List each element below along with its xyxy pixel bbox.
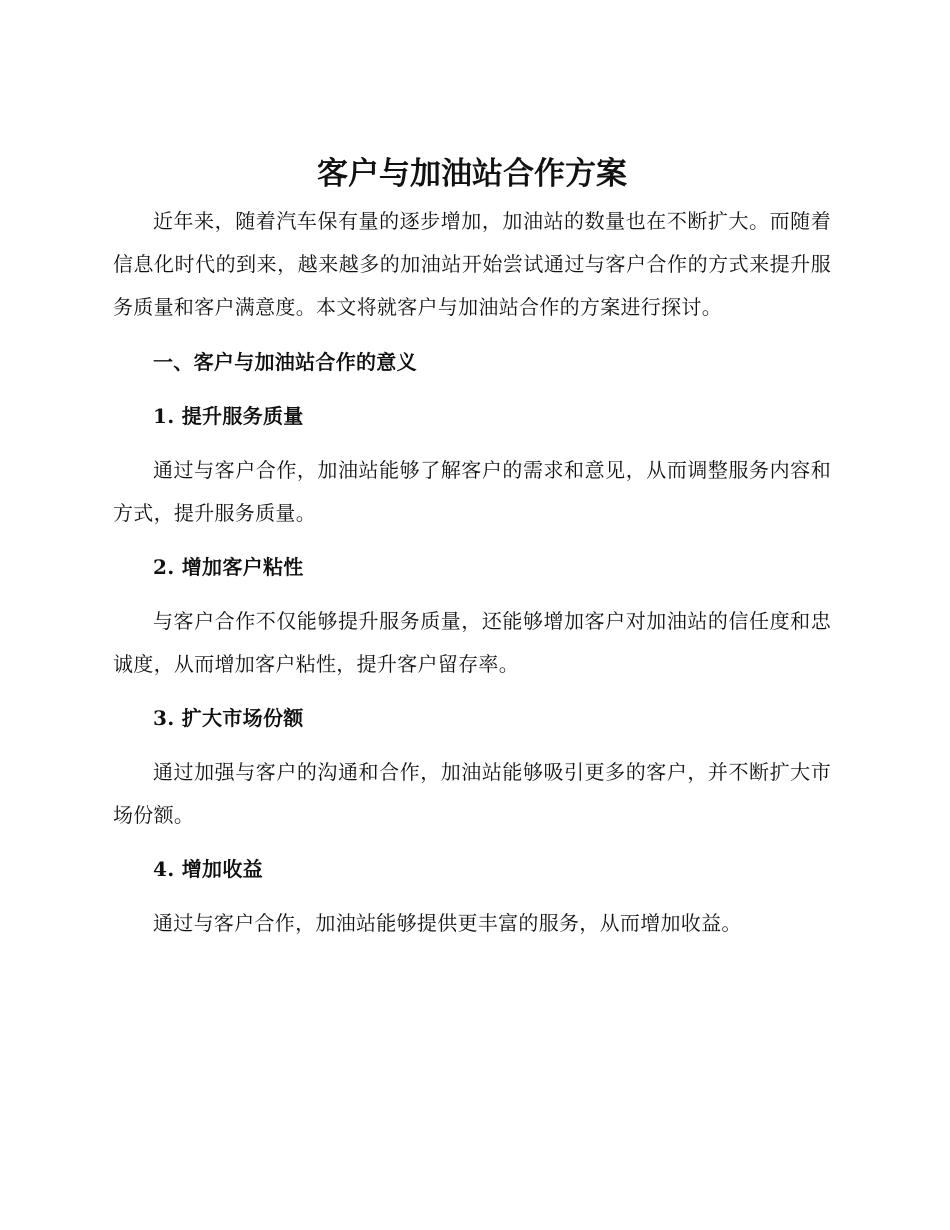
spacer bbox=[113, 740, 831, 751]
item-body: 通过与客户合作，加油站能够提供更丰富的服务，从而增加收益。 bbox=[153, 911, 742, 935]
document-body bbox=[113, 148, 831, 945]
spacer bbox=[113, 891, 831, 902]
spacer bbox=[113, 589, 831, 600]
item-heading: 2. 增加客户粘性 bbox=[153, 555, 304, 579]
item-body: 通过与客户合作，加油站能够了解客户的需求和意见，从而调整服务内容和方式，提升服务质量。 bbox=[113, 458, 831, 525]
item-heading: 4. 增加收益 bbox=[153, 857, 263, 881]
section-heading: 一、客户与加油站合作的意义 bbox=[153, 350, 417, 374]
item-heading: 1. 提升服务质量 bbox=[153, 404, 304, 428]
spacer bbox=[113, 686, 831, 697]
item-body: 与客户合作不仅能够提升服务质量，还能够增加客户对加油站的信任度和忠诚度，从而增加客户粘性，提升客户留存率。 bbox=[113, 609, 831, 676]
document-title: 客户与加油站合作方案 bbox=[317, 156, 627, 192]
spacer bbox=[113, 535, 831, 546]
spacer bbox=[113, 837, 831, 848]
item-heading: 3. 扩大市场份额 bbox=[153, 706, 304, 730]
item-body: 通过加强与客户的沟通和合作，加油站能够吸引更多的客户，并不断扩大市场份额。 bbox=[113, 760, 831, 827]
spacer bbox=[113, 384, 831, 395]
intro-paragraph: 近年来，随着汽车保有量的逐步增加，加油站的数量也在不断扩大。而随着信息化时代的到来，越来越多的加油站开始尝试通过与客户合作的方式来提升服务质量和客户满意度。本文将就客户与加油站合作的方案进行探讨。 bbox=[113, 209, 831, 319]
spacer bbox=[113, 438, 831, 449]
